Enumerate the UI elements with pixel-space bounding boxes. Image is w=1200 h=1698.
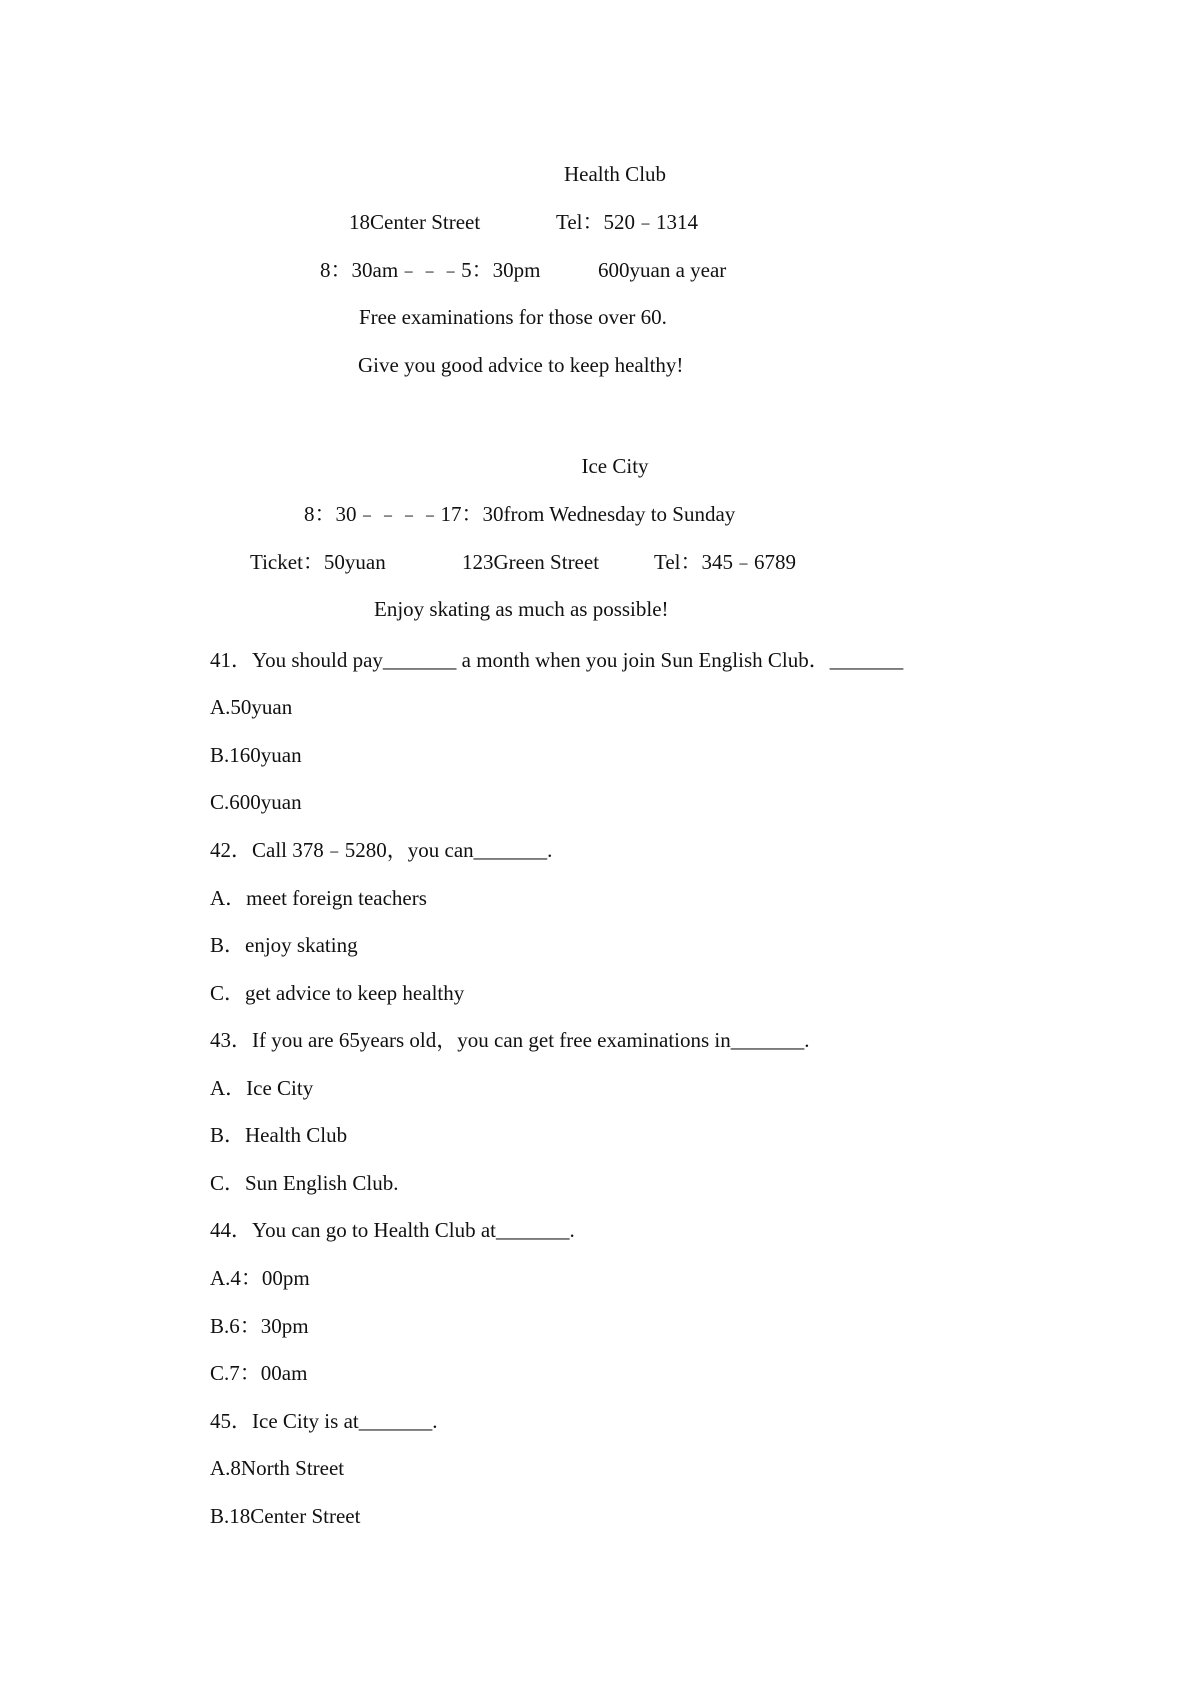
health-club-note-examinations: Free examinations for those over 60. (359, 305, 667, 329)
question-41-option-c: C.600yuan (210, 790, 302, 814)
question-43-option-a: A．Ice City (210, 1076, 314, 1100)
health-club-note-advice: Give you good advice to keep healthy! (358, 353, 684, 377)
question-42-stem: 42．Call 378﹣5280，you can_______. (210, 838, 553, 862)
ice-city-tel: Tel：345﹣6789 (654, 550, 797, 574)
question-43-stem: 43．If you are 65years old，you can get free examinations in_______. (210, 1028, 810, 1052)
health-club-title: Health Club (563, 162, 667, 186)
question-44-option-a: A.4：00pm (210, 1266, 310, 1290)
question-45-stem: 45．Ice City is at_______. (210, 1409, 438, 1433)
question-44-option-b: B.6：30pm (210, 1314, 309, 1338)
ice-city-title: Ice City (581, 454, 649, 478)
question-41-option-b: B.160yuan (210, 743, 302, 767)
ice-city-hours: 8：30﹣﹣﹣﹣17：30from Wednesday to Sunday (304, 502, 736, 526)
question-42-option-b: B．enjoy skating (210, 933, 358, 957)
ice-city-slogan: Enjoy skating as much as possible! (374, 597, 669, 621)
health-club-hours: 8：30am﹣﹣﹣5：30pm (320, 258, 541, 282)
question-42-option-c: C．get advice to keep healthy (210, 981, 465, 1005)
ice-city-ticket: Ticket：50yuan (250, 550, 386, 574)
question-41-option-a: A.50yuan (210, 695, 293, 719)
question-43-option-b: B．Health Club (210, 1123, 348, 1147)
ice-city-address: 123Green Street (462, 550, 600, 574)
question-44-stem: 44．You can go to Health Club at_______. (210, 1218, 575, 1242)
question-45-option-b: B.18Center Street (210, 1504, 361, 1528)
question-42-option-a: A．meet foreign teachers (210, 886, 427, 910)
health-club-tel: Tel：520﹣1314 (556, 210, 699, 234)
health-club-price: 600yuan a year (598, 258, 727, 282)
question-45-option-a: A.8North Street (210, 1456, 345, 1480)
question-44-option-c: C.7：00am (210, 1361, 308, 1385)
health-club-address: 18Center Street (349, 210, 481, 234)
question-41-stem: 41．You should pay_______ a month when you join Sun English Club．_______ (210, 648, 904, 672)
question-43-option-c: C．Sun English Club. (210, 1171, 399, 1195)
